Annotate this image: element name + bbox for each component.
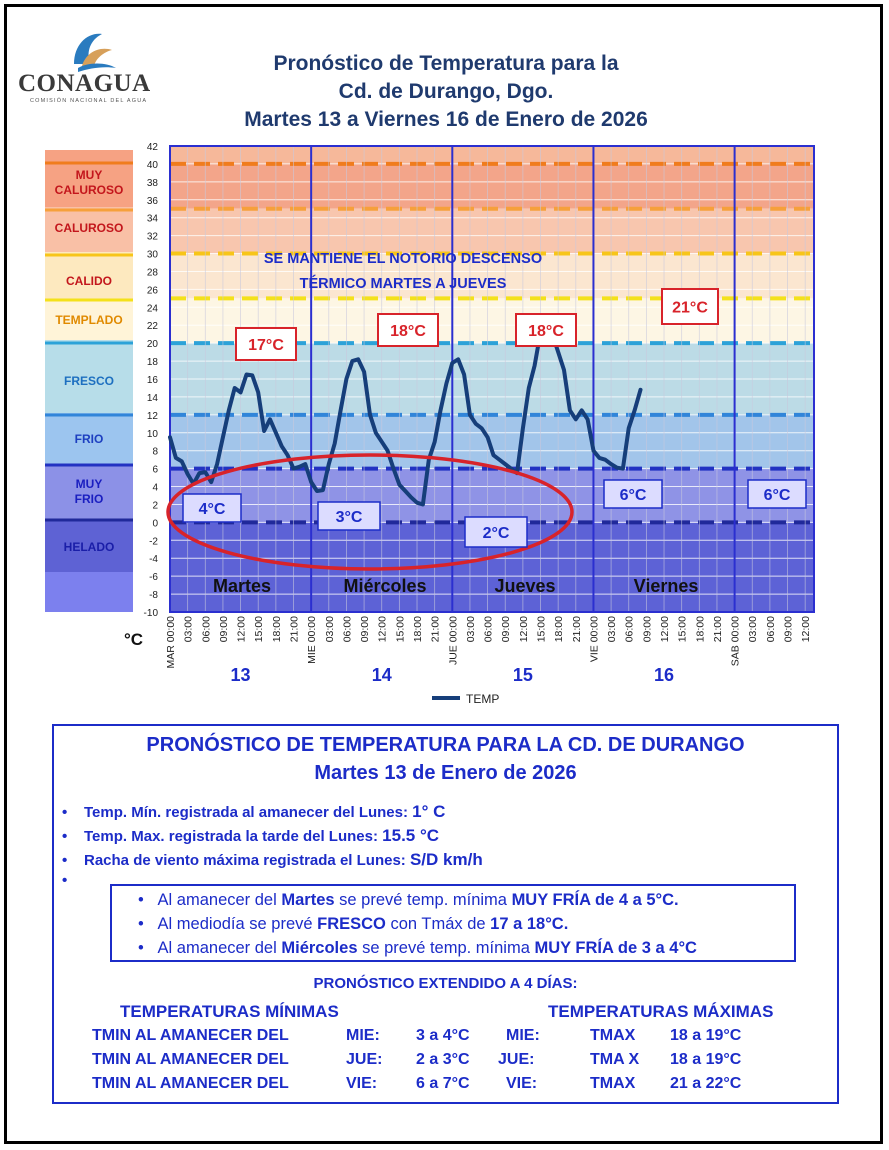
y-tick-label-16: 22 bbox=[146, 321, 158, 333]
row-max-day: JUE: bbox=[498, 1051, 535, 1068]
band-1 bbox=[170, 164, 814, 209]
hour-label-19: 09:00 bbox=[500, 616, 513, 643]
day-name-0: Martes bbox=[212, 576, 272, 596]
wind-value: S/D km/h bbox=[409, 850, 483, 869]
y-tick-label-15: 20 bbox=[146, 339, 158, 351]
bullet-mark: • bbox=[138, 891, 144, 909]
day-number-0: 13 bbox=[230, 665, 251, 685]
hour-label-2: 06:00 bbox=[200, 616, 213, 643]
y-tick-label-5: 0 bbox=[152, 518, 158, 530]
y-tick-label-24: 38 bbox=[146, 177, 158, 189]
row-label: TMIN AL AMANECER DEL bbox=[92, 1051, 289, 1068]
max-heading: TEMPERATURAS MÁXIMAS bbox=[548, 1002, 774, 1021]
hour-label-28: 12:00 bbox=[659, 616, 672, 643]
y-tick-label-17: 24 bbox=[146, 303, 158, 315]
hour-label-0: MAR 00:00 bbox=[165, 616, 177, 669]
legend-label-1: CALUROSO bbox=[54, 221, 124, 235]
panel-date: Martes 13 de Enero de 2026 bbox=[314, 762, 577, 784]
legend-label-7: HELADO bbox=[63, 540, 115, 554]
f1-text: Al amanecer del bbox=[157, 891, 282, 909]
y-tick-label-18: 26 bbox=[146, 285, 158, 297]
row-min-value: 3 a 4°C bbox=[416, 1027, 470, 1044]
hour-label-26: 06:00 bbox=[623, 616, 636, 643]
max-label-3: 21°C bbox=[672, 299, 708, 317]
hour-label-17: 03:00 bbox=[464, 616, 477, 643]
y-tick-label-22: 34 bbox=[146, 213, 158, 225]
hour-label-35: 09:00 bbox=[782, 616, 795, 643]
legend-label-5: FRIO bbox=[74, 432, 104, 446]
bullet-empty bbox=[62, 872, 84, 889]
row-tmax: TMA X bbox=[590, 1051, 640, 1068]
hour-label-23: 21:00 bbox=[570, 616, 583, 643]
bullet-mark: • bbox=[62, 804, 68, 821]
legend-label-0-b: CALUROSO bbox=[54, 183, 124, 197]
max-registered-value: 15.5 °C bbox=[382, 826, 440, 845]
f2-text: Al mediodía se prevé bbox=[157, 915, 318, 933]
bullet-mark: • bbox=[62, 852, 68, 869]
min-registered-label: Temp. Mín. registrada al amanecer del Lunes: bbox=[84, 804, 408, 821]
forecast-line-3 bbox=[138, 939, 697, 958]
forecast-box bbox=[110, 884, 796, 962]
bullet-max-registered bbox=[62, 826, 439, 846]
day-name-1: Miércoles bbox=[343, 576, 427, 596]
page-title-line3: Martes 13 a Viernes 16 de Enero de 2026 bbox=[244, 108, 648, 131]
hour-label-15: 21:00 bbox=[429, 616, 442, 643]
bullet-min-registered bbox=[62, 802, 445, 822]
extended-title: PRONÓSTICO EXTENDIDO A 4 DÍAS: bbox=[313, 975, 578, 992]
bullet-mark: • bbox=[62, 872, 68, 889]
f2-text2: con Tmáx de bbox=[385, 915, 491, 933]
min-registered-value: 1° C bbox=[412, 802, 446, 821]
hour-label-5: 15:00 bbox=[253, 616, 266, 643]
hour-label-1: 03:00 bbox=[182, 616, 195, 643]
row-max-day: MIE: bbox=[506, 1027, 540, 1044]
f3-day: Miércoles bbox=[281, 939, 358, 957]
hour-label-20: 12:00 bbox=[517, 616, 530, 643]
legend-label-2: CALIDO bbox=[66, 274, 112, 288]
y-tick-label-25: 40 bbox=[146, 159, 158, 171]
y-tick-label-10: 10 bbox=[146, 428, 158, 440]
f1-day: Martes bbox=[281, 891, 335, 909]
y-tick-label-7: 4 bbox=[152, 482, 158, 494]
hour-label-33: 03:00 bbox=[747, 616, 760, 643]
f3-value: MUY FRÍA de 3 a 4°C bbox=[534, 939, 697, 957]
forecast-line-2 bbox=[138, 915, 568, 934]
row-min-day: JUE: bbox=[346, 1051, 383, 1068]
hour-label-31: 21:00 bbox=[711, 616, 724, 643]
hour-label-16: JUE 00:00 bbox=[447, 616, 460, 666]
f1-value: MUY FRÍA de 4 a 5°C. bbox=[511, 891, 679, 909]
hour-label-32: SAB 00:00 bbox=[729, 616, 742, 667]
max-registered-label: Temp. Max. registrada la tarde del Lunes: bbox=[84, 828, 378, 845]
y-tick-label-23: 36 bbox=[146, 195, 158, 207]
y-tick-label-4: -2 bbox=[149, 536, 158, 548]
y-tick-label-26: 42 bbox=[146, 142, 158, 153]
day-number-2: 15 bbox=[512, 665, 533, 685]
min-label-0: 4°C bbox=[198, 501, 226, 518]
max-label-0: 17°C bbox=[248, 337, 284, 354]
y-tick-label-21: 32 bbox=[146, 231, 158, 243]
f2-value: 17 a 18°C. bbox=[490, 915, 569, 933]
hour-label-12: 12:00 bbox=[376, 616, 389, 643]
row-max-value: 21 a 22°C bbox=[670, 1075, 742, 1092]
legend-label-4: FRESCO bbox=[63, 374, 115, 388]
max-label-2: 18°C bbox=[528, 323, 564, 340]
min-heading: TEMPERATURAS MÍNIMAS bbox=[120, 1002, 339, 1021]
row-min-value: 2 a 3°C bbox=[416, 1051, 470, 1068]
row-max-value: 18 a 19°C bbox=[670, 1027, 742, 1044]
y-tick-label-0: -10 bbox=[143, 608, 158, 619]
day-number-1: 14 bbox=[371, 665, 392, 685]
min-label-4: 6°C bbox=[763, 487, 791, 504]
row-max-day: VIE: bbox=[506, 1075, 538, 1092]
band-0 bbox=[170, 146, 814, 164]
day-number-3: 16 bbox=[654, 665, 675, 685]
forecast-panel bbox=[52, 724, 839, 1104]
y-tick-label-1: -8 bbox=[149, 590, 158, 602]
legend-label-6-a: MUY bbox=[75, 477, 103, 491]
bullet-mark: • bbox=[138, 915, 144, 933]
legend-label-0-a: MUY bbox=[75, 168, 103, 182]
hour-label-24: VIE 00:00 bbox=[588, 616, 601, 663]
hour-label-27: 09:00 bbox=[641, 616, 654, 643]
day-name-2: Jueves bbox=[494, 576, 556, 596]
day-name-3: Viernes bbox=[633, 576, 699, 596]
bullet-mark: • bbox=[138, 939, 144, 957]
hour-label-25: 03:00 bbox=[606, 616, 619, 643]
bullet-mark: • bbox=[62, 828, 68, 845]
panel-title: PRONÓSTICO DE TEMPERATURA PARA LA CD. DE DURANGO bbox=[146, 734, 745, 756]
hour-label-10: 06:00 bbox=[341, 616, 354, 643]
f3-text2: se prevé temp. mínima bbox=[357, 939, 535, 957]
y-tick-label-14: 18 bbox=[146, 357, 158, 369]
annotation-line-1: SE MANTIENE EL NOTORIO DESCENSO bbox=[263, 251, 543, 267]
min-label-3: 6°C bbox=[619, 487, 647, 504]
bullet-wind bbox=[62, 850, 483, 870]
hour-label-34: 06:00 bbox=[764, 616, 777, 643]
band-2 bbox=[170, 209, 814, 254]
y-tick-label-6: 2 bbox=[152, 500, 158, 512]
row-min-day: VIE: bbox=[346, 1075, 378, 1092]
row-max-value: 18 a 19°C bbox=[670, 1051, 742, 1068]
f3-text: Al amanecer del bbox=[157, 939, 282, 957]
hour-label-9: 03:00 bbox=[323, 616, 336, 643]
hour-label-18: 06:00 bbox=[482, 616, 495, 643]
y-tick-label-13: 16 bbox=[146, 375, 158, 386]
band-7 bbox=[170, 469, 814, 523]
y-tick-label-2: -6 bbox=[149, 572, 158, 584]
hour-label-3: 09:00 bbox=[217, 616, 230, 643]
hour-label-11: 09:00 bbox=[359, 616, 372, 643]
y-tick-label-11: 12 bbox=[146, 410, 158, 422]
f2-cat: FRESCO bbox=[317, 915, 386, 933]
legend-band-8 bbox=[45, 572, 133, 612]
hour-label-8: MIE 00:00 bbox=[306, 616, 319, 664]
y-tick-label-9: 8 bbox=[152, 446, 158, 458]
max-label-1: 18°C bbox=[390, 323, 426, 340]
row-min-day: MIE: bbox=[346, 1027, 380, 1044]
y-axis-label: °C bbox=[124, 630, 144, 649]
row-min-value: 6 a 7°C bbox=[416, 1075, 470, 1092]
hour-label-22: 18:00 bbox=[553, 616, 566, 643]
y-tick-label-19: 28 bbox=[146, 267, 158, 279]
row-label: TMIN AL AMANECER DEL bbox=[92, 1075, 289, 1092]
hour-label-21: 15:00 bbox=[535, 616, 548, 643]
min-label-1: 3°C bbox=[335, 509, 363, 526]
legend-label-3: TEMPLADO bbox=[55, 313, 123, 327]
hour-label-14: 18:00 bbox=[412, 616, 425, 643]
y-tick-label-12: 14 bbox=[146, 392, 158, 404]
hour-label-4: 12:00 bbox=[235, 616, 248, 643]
logo-subtitle: COMISIÓN NACIONAL DEL AGUA bbox=[30, 98, 148, 104]
page-title-line2: Cd. de Durango, Dgo. bbox=[338, 80, 554, 103]
row-label: TMIN AL AMANECER DEL bbox=[92, 1027, 289, 1044]
forecast-line-1 bbox=[138, 891, 679, 910]
row-tmax: TMAX bbox=[590, 1027, 636, 1044]
hour-label-6: 18:00 bbox=[270, 616, 283, 643]
hour-label-7: 21:00 bbox=[288, 616, 301, 643]
y-tick-label-20: 30 bbox=[146, 249, 158, 261]
row-tmax: TMAX bbox=[590, 1075, 636, 1092]
page-title-line1: Pronóstico de Temperatura para la bbox=[273, 52, 619, 75]
hour-label-13: 15:00 bbox=[394, 616, 407, 643]
hour-label-29: 15:00 bbox=[676, 616, 689, 643]
wind-label: Racha de viento máxima registrada el Lunes: bbox=[84, 852, 406, 869]
logo-text: CONAGUA bbox=[18, 70, 151, 97]
hour-label-30: 18:00 bbox=[694, 616, 707, 643]
y-tick-label-3: -4 bbox=[149, 554, 158, 566]
y-tick-label-8: 6 bbox=[152, 464, 158, 476]
min-label-2: 2°C bbox=[482, 525, 510, 542]
f1-text2: se prevé temp. mínima bbox=[334, 891, 512, 909]
annotation-line-2: TÉRMICO MARTES A JUEVES bbox=[299, 276, 507, 292]
hour-label-36: 12:00 bbox=[800, 616, 813, 643]
legend-label-6-b: FRIO bbox=[74, 492, 104, 506]
legend-label: TEMP bbox=[466, 692, 500, 706]
